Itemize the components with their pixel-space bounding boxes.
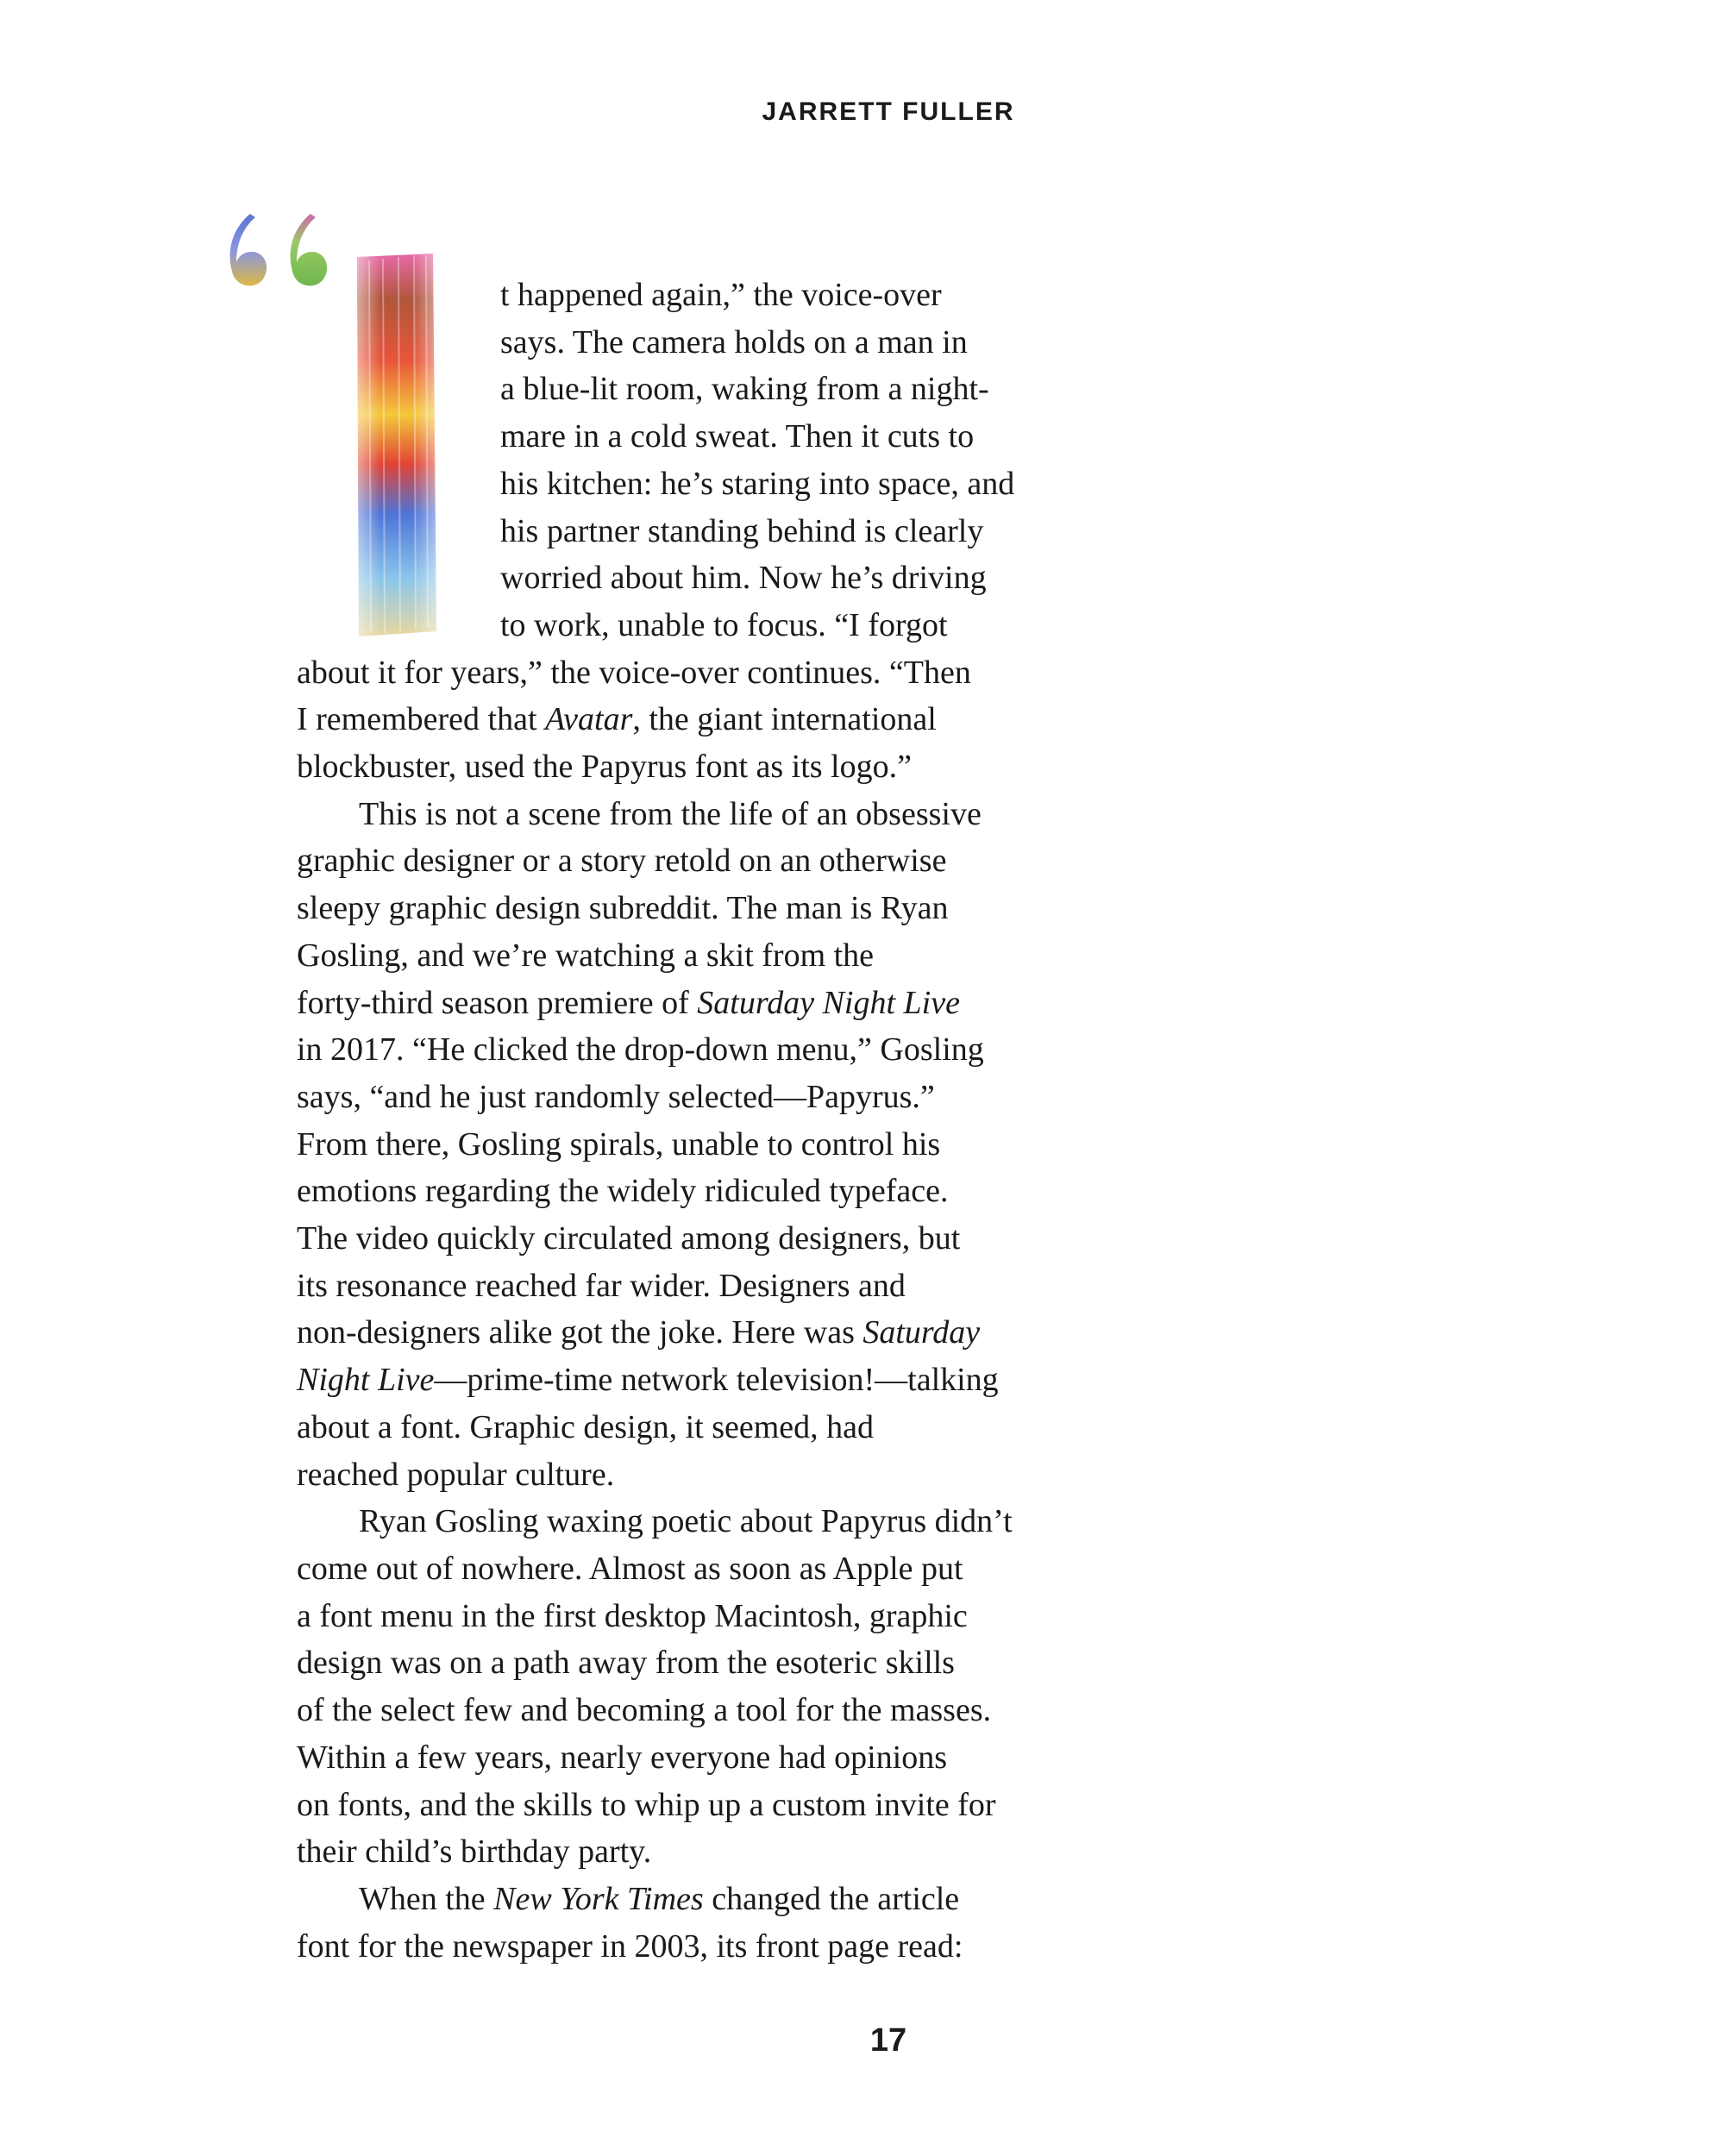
paragraph-4 xyxy=(297,1876,1073,1970)
body-line xyxy=(297,696,1073,743)
article-body xyxy=(297,272,1073,1970)
body-line: come out of nowhere. Almost as soon as Apple put xyxy=(297,1550,963,1587)
text-run: —prime-time network television!—talking xyxy=(434,1362,999,1399)
text-run: changed the article xyxy=(703,1880,960,1917)
show-title-snl: Saturday xyxy=(862,1314,981,1351)
body-line: This is not a scene from the life of an obsessive xyxy=(359,795,982,832)
body-line: font for the newspaper in 2003, its front page read: xyxy=(297,1927,963,1965)
body-line: Ryan Gosling waxing poetic about Papyrus didn’t xyxy=(359,1503,1013,1540)
body-line: Gosling, and we’re watching a skit from the xyxy=(297,937,875,974)
body-line: emotions regarding the widely ridiculed typeface. xyxy=(297,1173,949,1210)
body-line: in 2017. “He clicked the drop-down menu,” Gosling xyxy=(297,1031,984,1069)
body-line: its resonance reached far wider. Designers and xyxy=(297,1267,906,1304)
body-line: a font menu in the first desktop Macintosh, graphic xyxy=(297,1597,968,1634)
body-line: The video quickly circulated among designers, but xyxy=(297,1220,961,1257)
body-line: sleepy graphic design subreddit. The man is Ryan xyxy=(297,890,949,927)
text-run: forty-third season premiere of xyxy=(297,984,698,1021)
body-line: mare in a cold sweat. Then it cuts to xyxy=(500,418,975,455)
body-line: design was on a path away from the esoteric skills xyxy=(297,1645,955,1682)
body-line: about a font. Graphic design, it seemed, had xyxy=(297,1408,875,1445)
body-line: his kitchen: he’s staring into space, and xyxy=(500,465,1015,502)
text-run: , the giant international xyxy=(632,701,937,738)
body-line: on fonts, and the skills to whip up a custom invite for xyxy=(297,1786,996,1823)
film-title-avatar: Avatar xyxy=(545,701,633,738)
body-line: says. The camera holds on a man in xyxy=(500,323,968,360)
paragraph-2 xyxy=(297,791,1073,1499)
paragraph-3 xyxy=(297,1498,1073,1876)
body-line: worried about him. Now he’s driving xyxy=(500,560,987,597)
text-run: When the xyxy=(359,1880,494,1917)
body-line: of the select few and becoming a tool for the masses. xyxy=(297,1692,992,1729)
newspaper-title-nyt: New York Times xyxy=(493,1880,704,1917)
body-line: a blue-lit room, waking from a night- xyxy=(500,371,989,408)
paragraph-1 xyxy=(297,272,1073,791)
body-line: says, “and he just randomly selected—Papyrus.” xyxy=(297,1078,935,1115)
body-line: about it for years,” the voice-over continues. “Then xyxy=(297,654,971,691)
body-line xyxy=(297,980,1073,1027)
body-line: graphic designer or a story retold on an otherwise xyxy=(297,843,947,880)
body-line xyxy=(297,1309,1073,1357)
body-line: blockbuster, used the Papyrus font as its logo.” xyxy=(297,749,912,786)
body-line: From there, Gosling spirals, unable to control his xyxy=(297,1125,941,1163)
body-line: t happened again,” the voice-over xyxy=(500,277,942,313)
page-number: 17 xyxy=(869,2022,907,2059)
show-title-snl: Saturday Night Live xyxy=(697,984,960,1021)
body-line xyxy=(297,1876,1073,1923)
body-line xyxy=(297,1357,1073,1404)
running-header: JARRETT FULLER xyxy=(762,97,1015,126)
body-line: Within a few years, nearly everyone had opinions xyxy=(297,1739,947,1776)
body-line: reached popular culture. xyxy=(297,1456,615,1493)
show-title-snl: Night Live xyxy=(297,1362,435,1399)
body-line: his partner standing behind is clearly xyxy=(500,512,984,549)
text-run: I remembered that xyxy=(297,701,546,738)
body-line: to work, unable to focus. “I forgot xyxy=(500,606,948,643)
text-run: non-designers alike got the joke. Here was xyxy=(297,1314,863,1351)
body-line: their child’s birthday party. xyxy=(297,1833,652,1871)
